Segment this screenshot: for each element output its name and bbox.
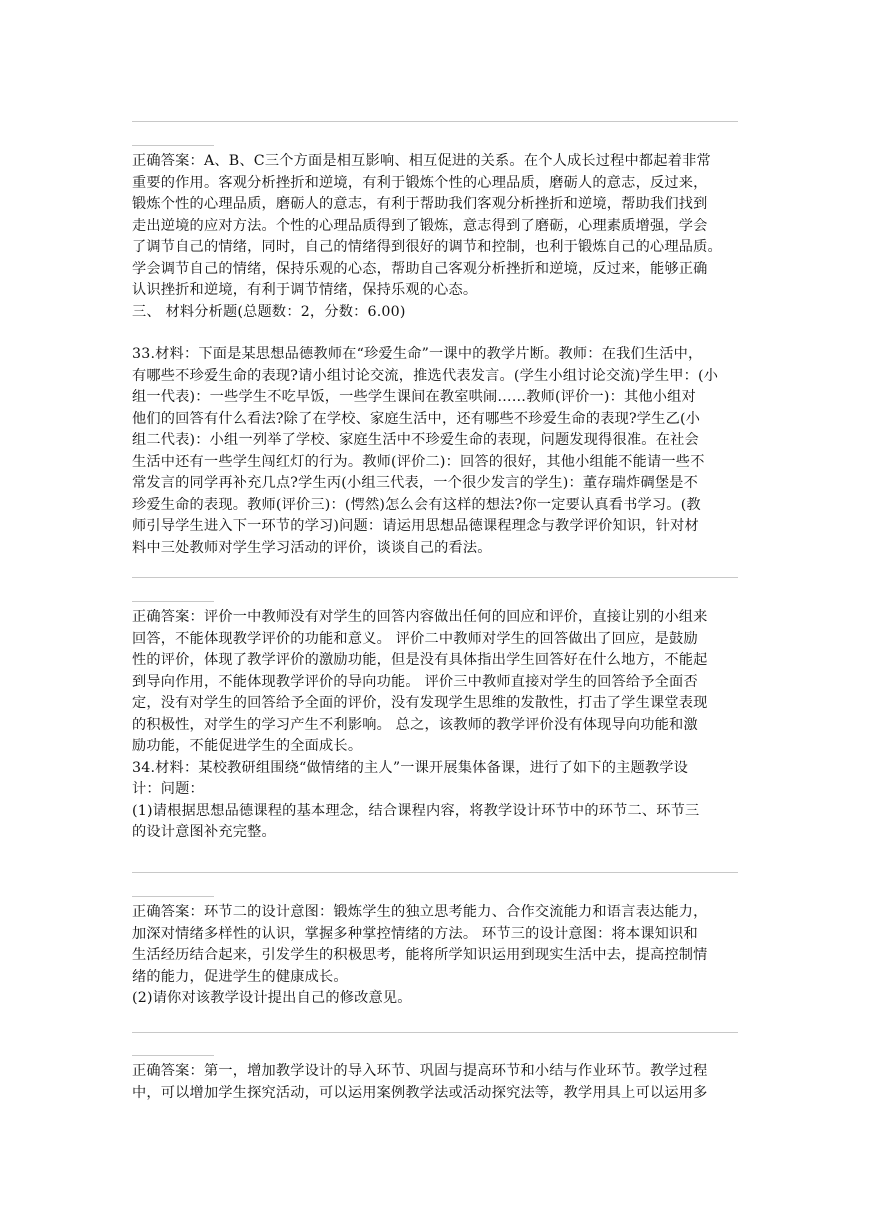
answer-32-line: 锻炼个性的心理品质，磨砺人的意志，有利于帮助我们客观分析挫折和逆境，帮助我们找到 xyxy=(132,196,708,212)
answer-34-1-line: 生活经历结合起来，引发学生的积极思考，能将所学知识运用到现实生活中去，提高控制情 xyxy=(132,947,708,963)
question-33-line: 师引导学生进入下一环节的学习)问题：请运用思想品德课程理念与教学评价知识，针对材 xyxy=(132,518,699,534)
answer-32-line: 走出逆境的应对方法。个性的心理品质得到了锻炼，意志得到了磨砺，心理素质增强，学会 xyxy=(132,217,708,234)
question-33-line: 他们的回答有什么看法?除了在学校、家庭生活中，还有哪些不珍爱生命的表现?学生乙(小 xyxy=(132,410,701,427)
answer-33-line: 回答，不能体现教学评价的功能和意义。 评价二中教师对学生的回答做出了回应，是鼓励 xyxy=(132,630,698,647)
question-33-line: 组二代表)：小组一列举了学校、家庭生活中不珍爱生命的表现，问题发现得很准。在社会 xyxy=(132,432,699,448)
divider-line xyxy=(132,577,738,578)
answer-33-line: 正确答案：评价一中教师没有对学生的回答内容做出任何的回应和评价，直接让别的小组来 xyxy=(132,609,708,625)
answer-34-1-line: 绪的能力，促进学生的健康成长。 xyxy=(132,968,348,985)
question-33-line: 33.材料：下面是某思想品德教师在“珍爱生命”一课中的教学片断。教师：在我们生活中， xyxy=(132,346,703,362)
section-header: 三、 材料分析题(总题数：2，分数：6.00) xyxy=(132,303,406,320)
question-34-line: 的设计意图补充完整。 xyxy=(132,824,276,840)
question-33-line: 组一代表)：一些学生不吃早饭，一些学生课间在教室哄闹……教师(评价一)：其他小组对 xyxy=(132,389,696,405)
divider-short-line xyxy=(132,896,214,897)
answer-33-line: 到导向作用，不能体现教学评价的导向功能。 评价三中教师直接对学生的回答给予全面否 xyxy=(132,673,698,690)
question-33-line: 有哪些不珍爱生命的表现?请小组讨论交流，推选代表发言。(学生小组讨论交流)学生甲：(小 xyxy=(132,367,719,384)
answer-33-line: 性的评价，体现了教学评价的激励功能，但是没有具体指出学生回答好在什么地方，不能起 xyxy=(132,652,708,668)
answer-33-line: 定，没有对学生的回答给予全面的评价，没有发现学生思维的发散性，打击了学生课堂表现 xyxy=(132,695,708,711)
divider-line xyxy=(132,121,738,122)
divider-short-line xyxy=(132,1055,214,1056)
answer-32-line: 正确答案：A、B、C三个方面是相互影响、相互促进的关系。在个人成长过程中都起着非常 xyxy=(132,153,711,169)
answer-32 xyxy=(132,151,738,323)
divider-line xyxy=(132,872,738,873)
divider-short-line xyxy=(132,601,214,602)
answer-34-1-line: 加深对情绪多样性的认识，掌握多种掌控情绪的方法。 环节三的设计意图：将本课知识和 xyxy=(132,925,698,942)
question-33-line: 料中三处教师对学生学习活动的评价，谈谈自己的看法。 xyxy=(132,539,492,556)
answer-32-line: 了调节自己的情绪，同时，自己的情绪得到很好的调节和控制，也利于锻炼自己的心理品质。 xyxy=(132,239,722,255)
answer-32-line: 重要的作用。客观分析挫折和逆境，有利于锻炼个性的心理品质，磨砺人的意志，反过来， xyxy=(132,174,708,191)
answer-34-2-line: 中，可以增加学生探究活动，可以运用案例教学法或活动探究法等，教学用具上可以运用多 xyxy=(132,1084,708,1101)
question-33-line: 生活中还有一些学生闯红灯的行为。教师(评价二)：回答的很好，其他小组能不能请一些不 xyxy=(132,453,705,470)
question-34-line: 计：问题： xyxy=(132,781,204,797)
answer-34-2-line: 正确答案：第一，增加教学设计的导入环节、巩固与提高环节和小结与作业环节。教学过程 xyxy=(132,1063,708,1079)
answer-34-1 xyxy=(132,902,738,1010)
answer-32-line: 学会调节自己的情绪，保持乐观的心态，帮助自己客观分析挫折和逆境，反过来，能够正确 xyxy=(132,260,708,277)
question-34-2-line: (2)请你对该教学设计提出自己的修改意见。 xyxy=(132,990,412,1006)
divider-line xyxy=(132,1032,738,1033)
answer-34-2 xyxy=(132,1061,738,1104)
question-33 xyxy=(132,344,738,559)
answer-34-1-line: 正确答案：环节二的设计意图：锻炼学生的独立思考能力、合作交流能力和语言表达能力， xyxy=(132,904,708,920)
question-33-line: 珍爱生命的表现。教师(评价三)：(愕然)怎么会有这样的想法?你一定要认真看书学习。(教 xyxy=(132,496,701,513)
answer-32-line: 认识挫折和逆境，有利于调节情绪，保持乐观的心态。 xyxy=(132,282,478,298)
answer-33-line: 的积极性，对学生的学习产生不利影响。 总之，该教师的教学评价没有体现导向功能和激 xyxy=(132,716,698,733)
answer-33-line: 励功能，不能促进学生的全面成长。 xyxy=(132,738,363,754)
question-34-line: (1)请根据思想品德课程的基本理念，结合课程内容，将教学设计环节中的环节二、环节三 xyxy=(132,802,700,819)
question-34-line: 34.材料：某校教研组围绕“做情绪的主人”一课开展集体备课，进行了如下的主题教学设 xyxy=(132,759,689,776)
divider-short-line xyxy=(132,145,214,146)
question-33-line: 常发言的同学再补充几点?学生丙(小组三代表，一个很少发言的学生)：董存瑞炸碉堡是不 xyxy=(132,475,699,491)
answer-33 xyxy=(132,607,738,844)
